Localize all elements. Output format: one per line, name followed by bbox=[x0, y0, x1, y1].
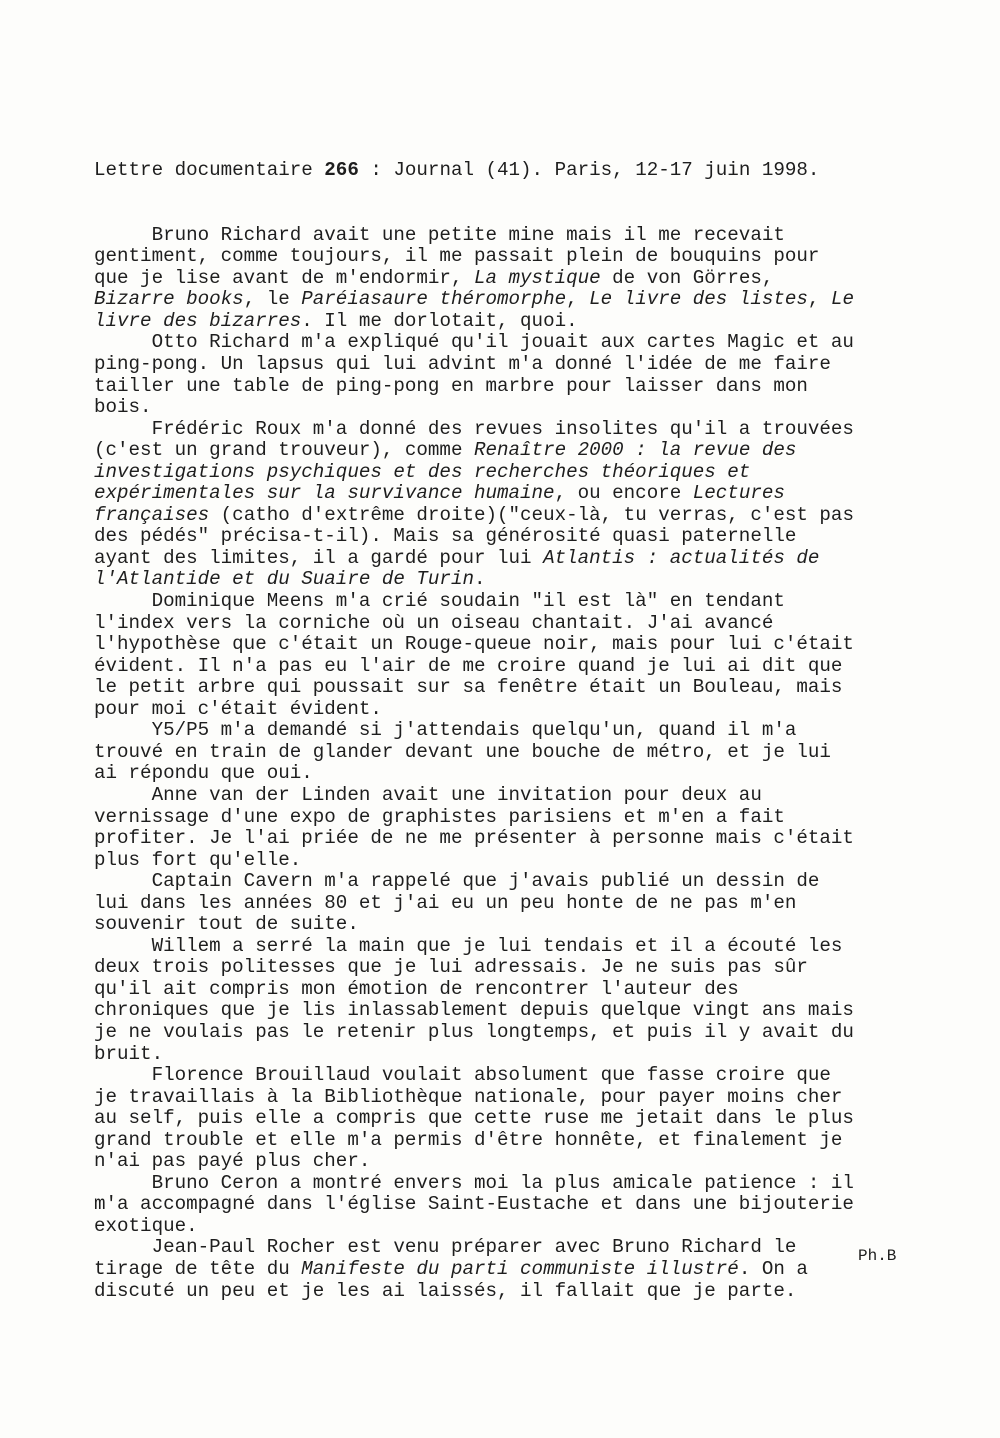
italic-title: Renaître 2000 : la revue des bbox=[473, 439, 797, 462]
text-run: plus fort qu'elle. bbox=[94, 848, 302, 871]
text-run: . Il me dorlotait, quoi. bbox=[301, 309, 578, 332]
text-line bbox=[94, 440, 974, 462]
text-run: Bruno Richard avait une petite mine mais il me recevait bbox=[94, 223, 785, 246]
text-line bbox=[94, 914, 974, 936]
text-run: Florence Brouillaud voulait absolument que fasse croire que bbox=[94, 1064, 831, 1087]
text-line bbox=[94, 1022, 974, 1044]
text-run: Otto Richard m'a expliqué qu'il jouait aux cartes Magic et au bbox=[94, 331, 854, 354]
text-line bbox=[94, 1087, 974, 1109]
text-run: qu'il ait compris mon émotion de rencontrer l'auteur des bbox=[94, 977, 739, 1000]
text-run: chroniques que je lis inlassablement depuis quelque vingt ans mais bbox=[94, 999, 854, 1022]
text-run: souvenir tout de suite. bbox=[94, 913, 359, 936]
letter-number: 266 bbox=[324, 159, 359, 182]
text-run: profiter. Je l'ai priée de ne me présenter à personne mais c'était bbox=[94, 827, 854, 850]
text-run: , bbox=[807, 288, 831, 311]
text-line bbox=[94, 311, 974, 333]
text-line bbox=[94, 1281, 974, 1303]
text-run: tirage de tête du bbox=[94, 1257, 302, 1280]
text-line bbox=[94, 699, 974, 721]
text-run: l'index vers la corniche où un oiseau chantait. J'ai avancé bbox=[94, 611, 774, 634]
text-line bbox=[94, 354, 974, 376]
text-run: ping-pong. Un lapsus qui lui advint m'a donné l'idée de me faire bbox=[94, 353, 831, 376]
text-run: trouvé en train de glander devant une bouche de métro, et je lui bbox=[94, 740, 831, 763]
text-run: le petit arbre qui poussait sur sa fenêtre était un Bouleau, mais bbox=[94, 676, 843, 699]
signature: Ph.B bbox=[858, 1247, 897, 1265]
text-line bbox=[94, 936, 974, 958]
text-line bbox=[94, 505, 974, 527]
text-line bbox=[94, 1173, 974, 1195]
text-line bbox=[94, 828, 974, 850]
text-run: , bbox=[566, 288, 590, 311]
text-line bbox=[94, 677, 974, 699]
text-run: . On a bbox=[738, 1257, 808, 1280]
text-run: je travaillais à la Bibliothèque nationale, pour payer moins cher bbox=[94, 1085, 843, 1108]
italic-title: Le bbox=[830, 288, 854, 311]
text-line bbox=[94, 1108, 974, 1130]
text-line bbox=[94, 1151, 974, 1173]
text-line bbox=[94, 483, 974, 505]
text-run: m'a accompagné dans l'église Saint-Eustache et dans une bijouterie bbox=[94, 1193, 854, 1216]
text-run: gentiment, comme toujours, il me passait plein de bouquins pour bbox=[94, 245, 820, 268]
text-run: lui dans les années 80 et j'ai eu un peu honte de ne pas m'en bbox=[94, 891, 797, 914]
text-run: Y5/P5 m'a demandé si j'attendais quelqu'un, quand il m'a bbox=[94, 719, 797, 742]
italic-title: Lectures bbox=[692, 482, 785, 505]
text-run: des pédés" précisa-t-il). Mais sa générosité quasi paternelle bbox=[94, 525, 797, 548]
text-line bbox=[94, 720, 974, 742]
italic-title: l'Atlantide et du Suaire de Turin bbox=[94, 568, 474, 591]
text-line bbox=[94, 1237, 974, 1259]
text-line bbox=[94, 957, 974, 979]
text-run: exotique. bbox=[94, 1214, 198, 1237]
text-run: , le bbox=[243, 288, 302, 311]
text-run: évident. Il n'a pas eu l'air de me croire quand je lui ai dit que bbox=[94, 654, 843, 677]
text-run: n'ai pas payé plus cher. bbox=[94, 1150, 371, 1173]
text-run: tailler une table de ping-pong en marbre pour laisser dans mon bbox=[94, 374, 808, 397]
text-line bbox=[94, 268, 974, 290]
text-line bbox=[94, 419, 974, 441]
text-run: que je lise avant de m'endormir, bbox=[94, 266, 474, 289]
text-run: Captain Cavern m'a rappelé que j'avais publié un dessin de bbox=[94, 870, 820, 893]
text-line bbox=[94, 591, 974, 613]
italic-title: Atlantis : actualités de bbox=[543, 546, 820, 569]
text-line bbox=[94, 656, 974, 678]
text-run: de von Görres, bbox=[600, 266, 774, 289]
italic-title: françaises bbox=[94, 503, 210, 526]
text-run: deux trois politesses que je lui adressais. Je ne suis pas sûr bbox=[94, 956, 808, 979]
text-line bbox=[94, 785, 974, 807]
text-line bbox=[94, 462, 974, 484]
text-run: . bbox=[473, 568, 486, 591]
text-run: , ou encore bbox=[554, 482, 693, 505]
document-body bbox=[94, 117, 974, 1324]
italic-title: Paréiasaure théromorphe bbox=[301, 288, 567, 311]
text-run: Anne van der Linden avait une invitation pour deux au bbox=[94, 783, 762, 806]
text-run: ayant des limites, il a gardé pour lui bbox=[94, 546, 544, 569]
text-line bbox=[94, 850, 974, 872]
journal-text bbox=[94, 225, 974, 1302]
text-line bbox=[94, 1259, 974, 1281]
text-run: Dominique Meens m'a crié soudain "il est là" en tendant bbox=[94, 590, 785, 613]
text-run: au self, puis elle a compris que cette ruse me jetait dans le plus bbox=[94, 1107, 854, 1130]
text-run: Frédéric Roux m'a donné des revues insolites qu'il a trouvées bbox=[94, 417, 854, 440]
text-line bbox=[94, 526, 974, 548]
text-line bbox=[94, 742, 974, 764]
text-run: pour moi c'était évident. bbox=[94, 697, 382, 720]
italic-title: Le livre des listes bbox=[589, 288, 808, 311]
text-run: l'hypothèse que c'était un Rouge-queue noir, mais pour lui c'était bbox=[94, 633, 854, 656]
text-run: Jean-Paul Rocher est venu préparer avec Bruno Richard le bbox=[94, 1236, 797, 1259]
document-header bbox=[94, 160, 974, 182]
text-run: (catho d'extrême droite)("ceux-là, tu verras, c'est pas bbox=[209, 503, 854, 526]
text-run: bruit. bbox=[94, 1042, 164, 1065]
text-line bbox=[94, 289, 974, 311]
text-line bbox=[94, 871, 974, 893]
text-line bbox=[94, 332, 974, 354]
text-line bbox=[94, 1194, 974, 1216]
text-line bbox=[94, 634, 974, 656]
text-line bbox=[94, 225, 974, 247]
text-run: vernissage d'une expo de graphistes parisiens et m'en a fait bbox=[94, 805, 785, 828]
italic-title: expérimentales sur la survivance humaine bbox=[94, 482, 555, 505]
header-rest: : Journal (41). Paris, 12-17 juin 1998. bbox=[358, 159, 820, 182]
italic-title: livre des bizarres bbox=[94, 309, 302, 332]
text-line bbox=[94, 979, 974, 1001]
header-prefix: Lettre documentaire bbox=[94, 159, 325, 182]
text-line bbox=[94, 893, 974, 915]
text-line bbox=[94, 548, 974, 570]
text-line bbox=[94, 613, 974, 635]
text-run: ai répondu que oui. bbox=[94, 762, 313, 785]
text-run: Bruno Ceron a montré envers moi la plus amicale patience : il bbox=[94, 1171, 854, 1194]
text-line bbox=[94, 1130, 974, 1152]
text-line bbox=[94, 1216, 974, 1238]
text-run: je ne voulais pas le retenir plus longtemps, et puis il y avait du bbox=[94, 1020, 854, 1043]
text-line bbox=[94, 763, 974, 785]
text-line bbox=[94, 1065, 974, 1087]
italic-title: Bizarre books bbox=[94, 288, 244, 311]
italic-title: Manifeste du parti communiste illustré bbox=[301, 1257, 739, 1280]
text-line bbox=[94, 1044, 974, 1066]
text-line bbox=[94, 1000, 974, 1022]
text-run: discuté un peu et je les ai laissés, il fallait que je parte. bbox=[94, 1279, 797, 1302]
text-line bbox=[94, 397, 974, 419]
text-run: bois. bbox=[94, 396, 152, 419]
text-line bbox=[94, 807, 974, 829]
italic-title: La mystique bbox=[473, 266, 601, 289]
text-run: Willem a serré la main que je lui tendais et il a écouté les bbox=[94, 934, 843, 957]
text-line bbox=[94, 376, 974, 398]
text-line bbox=[94, 246, 974, 268]
text-line bbox=[94, 569, 974, 591]
text-run: (c'est un grand trouveur), comme bbox=[94, 439, 474, 462]
italic-title: investigations psychiques et des recherches théoriques et bbox=[94, 460, 751, 483]
text-run: grand trouble et elle m'a permis d'être honnête, et finalement je bbox=[94, 1128, 843, 1151]
